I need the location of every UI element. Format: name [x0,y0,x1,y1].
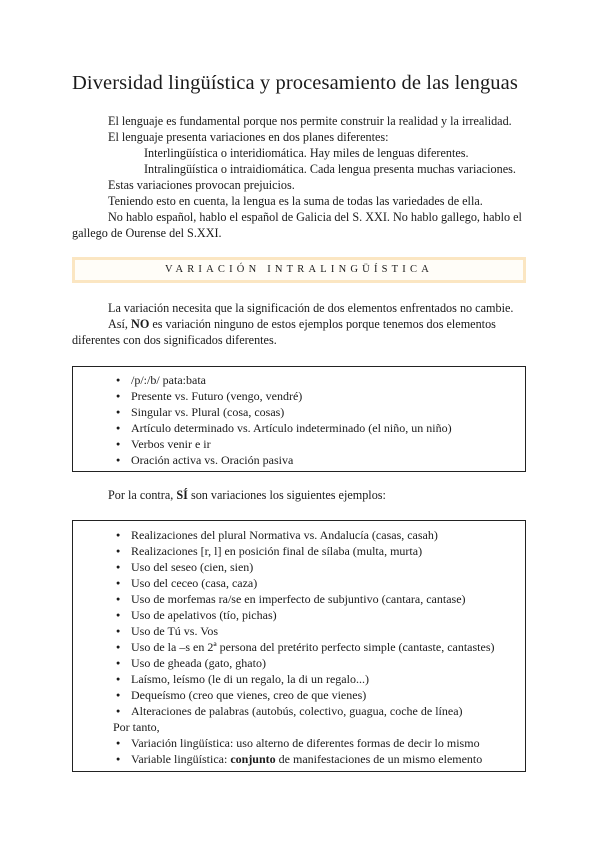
emphasis-no: NO [131,317,150,331]
list-item-text: de manifestaciones de un mismo elemento [275,752,483,766]
page-title: Diversidad lingüística y procesamiento de las lenguas [72,72,518,94]
emphasis-conjunto: conjunto [230,752,276,766]
list-item: ● Uso de la –s en 2ª persona del pretérito perfecto simple (cantaste, cantastes) [73,639,525,655]
emphasis-si: SÍ [176,488,188,502]
intro-subline: Intralingüística o intraidiomática. Cada lengua presenta muchas variaciones. [144,162,516,176]
paragraph-text: Así, [108,317,132,331]
intro-line: No hablo español, hablo el español de Galicia del S. XXI. No hablo gallego, hablo el gallego de Ourense del S.XXI. [72,210,522,240]
intro-line: Estas variaciones provocan prejuicios. [108,178,295,192]
list-item-text: Variable lingüística: [131,752,231,766]
list-item: ● Alteraciones de palabras (autobús, colectivo, guagua, coche de línea) [73,703,525,719]
list-item: ● Presente vs. Futuro (vengo, vendré) [73,388,525,404]
section-heading: VARIACIÓN INTRALINGÜÍSTICA [72,257,526,283]
list-item [73,751,525,767]
list-item: ● Uso de apelativos (tío, pichas) [73,607,525,623]
intro-line: Teniendo esto en cuenta, la lengua es la suma de todas las variedades de ella. [108,194,483,208]
list-item: ● /p/:/b/ pata:bata [73,372,525,388]
conclusion-label: Por tanto, [113,720,160,734]
paragraph-line: La variación necesita que la significación de dos elementos enfrentados no cambie. [108,301,514,315]
list-item: ● Verbos venir e ir [73,436,525,452]
list-item: ● Uso de morfemas ra/se en imperfecto de subjuntivo (cantara, cantase) [73,591,525,607]
list-item: ● Uso de gheada (gato, ghato) [73,655,525,671]
list-item: ● Oración activa vs. Oración pasiva [73,452,525,468]
intro-subline: Interlingüística o interidiomática. Hay miles de lenguas diferentes. [144,146,469,160]
list-item: ● Dequeísmo (creo que vienes, creo de que vienes) [73,687,525,703]
paragraph-line [72,316,512,348]
non-variation-examples-box [72,366,526,472]
list-item: ● Uso del ceceo (casa, caza) [73,575,525,591]
non-variation-list [73,372,525,468]
list-item: ● Laísmo, leísmo (le di un regalo, la di un regalo...) [73,671,525,687]
paragraph-text: son variaciones los siguientes ejemplos: [187,488,386,502]
list-item: ● Uso de Tú vs. Vos [73,623,525,639]
list-item: ● Artículo determinado vs. Artículo indeterminado (el niño, un niño) [73,420,525,436]
variation-examples-box [72,520,526,772]
paragraph-line [108,487,386,503]
conclusion-list [73,735,525,767]
list-item: ● Variación lingüística: uso alterno de diferentes formas de decir lo mismo [73,735,525,751]
variation-list [73,527,525,719]
paragraph-text: es variación ninguno de estos ejemplos porque tenemos dos elementos diferentes con dos significados diferentes. [72,317,496,347]
list-item: ● Uso del seseo (cien, sien) [73,559,525,575]
intro-line: El lenguaje es fundamental porque nos permite construir la realidad y la irrealidad. [108,114,512,128]
intro-line: El lenguaje presenta variaciones en dos planes diferentes: [108,130,389,144]
list-item: ● Singular vs. Plural (cosa, cosas) [73,404,525,420]
list-item: ● Realizaciones [r, l] en posición final de sílaba (multa, murta) [73,543,525,559]
list-item: ● Realizaciones del plural Normativa vs. Andalucía (casas, casah) [73,527,525,543]
paragraph-text: Por la contra, [108,488,177,502]
